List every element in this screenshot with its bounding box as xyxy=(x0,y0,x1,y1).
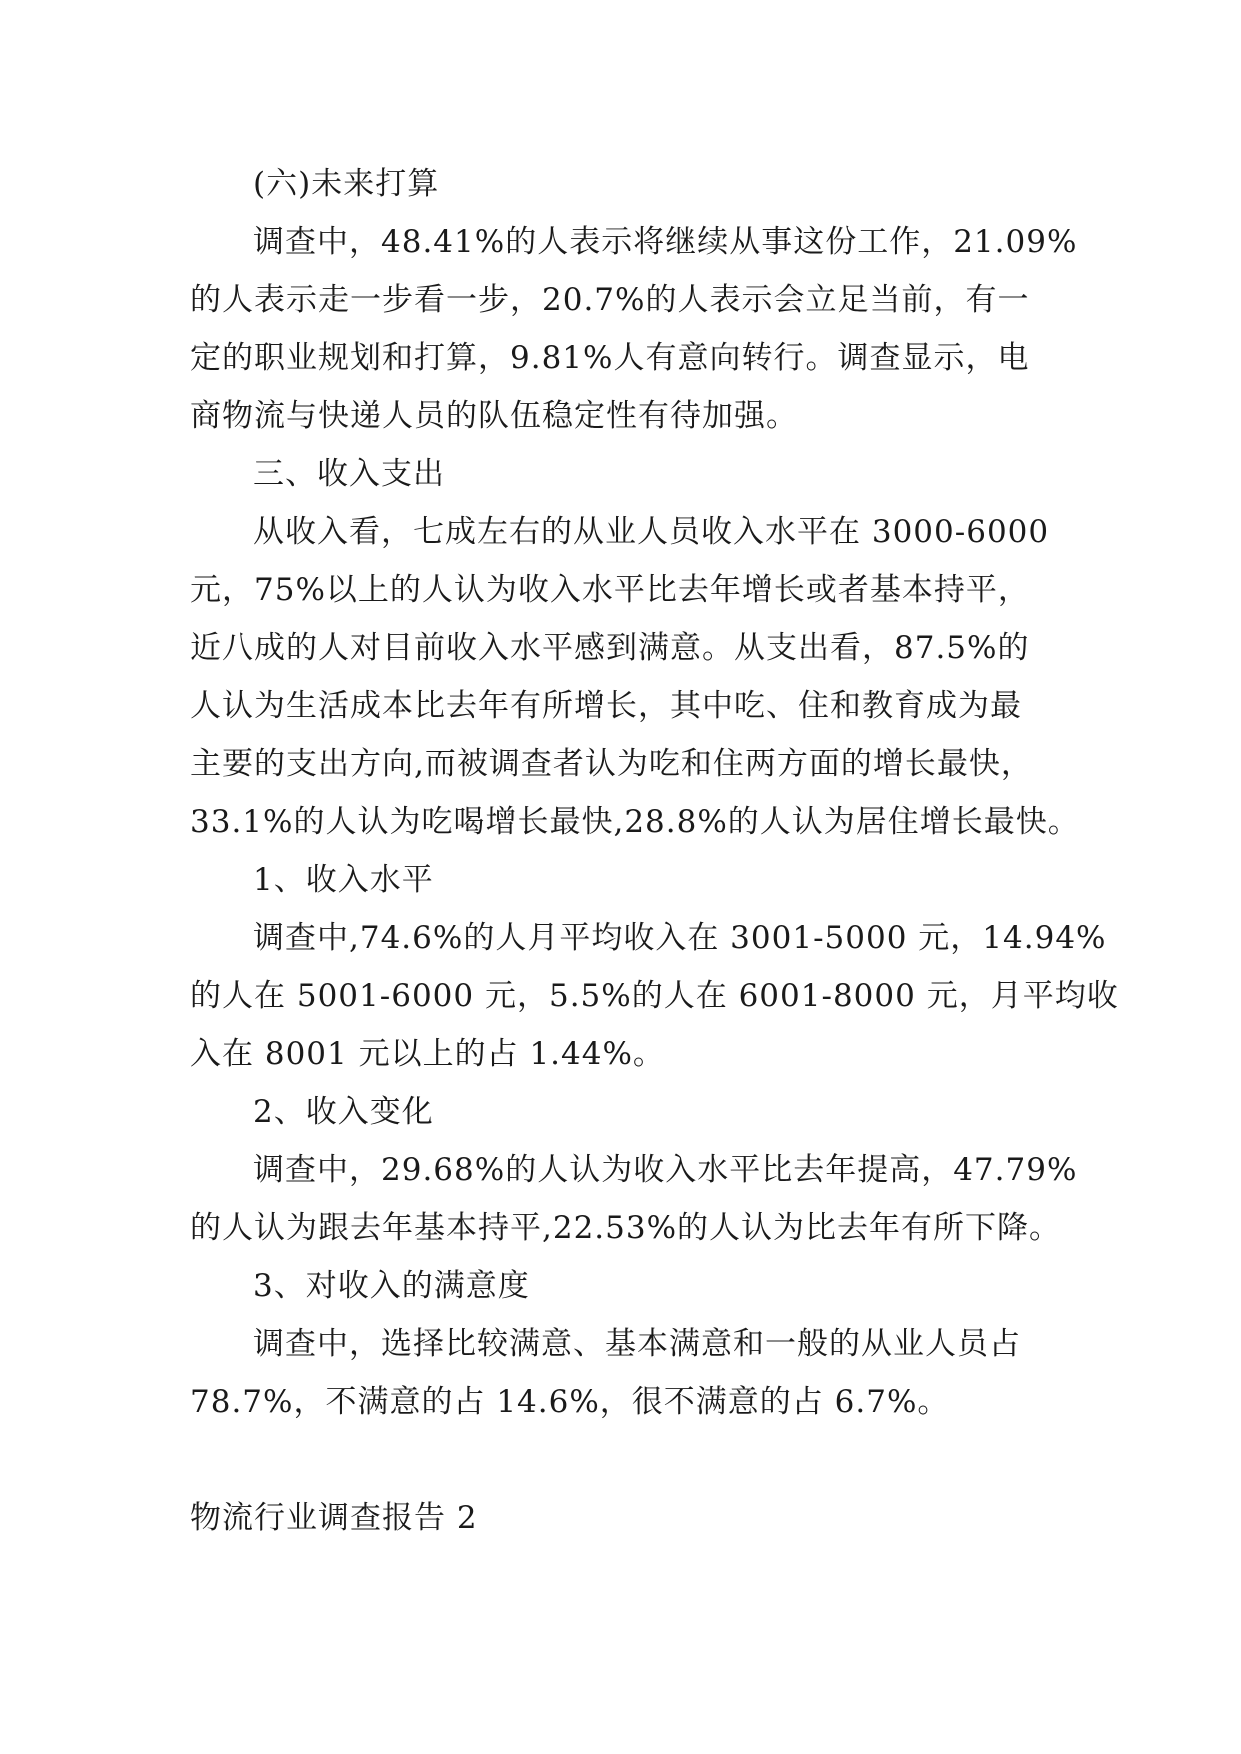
paragraph-line: 的人表示走一步看一步，20.7%的人表示会立足当前，有一 xyxy=(190,282,1030,318)
paragraph-line: 商物流与快递人员的队伍稳定性有待加强。 xyxy=(190,398,798,434)
paragraph-line: 调查中，48.41%的人表示将继续从事这份工作，21.09% xyxy=(253,224,1078,260)
section-heading-income-expenditure: 三、收入支出 xyxy=(253,456,445,492)
paragraph-line: 主要的支出方向,而被调查者认为吃和住两方面的增长最快， xyxy=(190,746,1033,782)
paragraph-line: 定的职业规划和打算，9.81%人有意向转行。调查显示，电 xyxy=(190,340,1030,376)
section-heading-future-plans: (六)未来打算 xyxy=(253,166,440,202)
paragraph-line: 调查中,74.6%的人月平均收入在 3001-5000 元，14.94% xyxy=(253,920,1107,956)
subsection-heading-income-change: 2、收入变化 xyxy=(253,1094,434,1130)
paragraph-line: 调查中，29.68%的人认为收入水平比去年提高，47.79% xyxy=(253,1152,1078,1188)
paragraph-line: 33.1%的人认为吃喝增长最快,28.8%的人认为居住增长最快。 xyxy=(190,804,1080,840)
subsection-heading-income-level: 1、收入水平 xyxy=(253,862,434,898)
paragraph-line: 的人认为跟去年基本持平,22.53%的人认为比去年有所下降。 xyxy=(190,1210,1062,1246)
report-title: 物流行业调查报告 2 xyxy=(190,1500,478,1536)
subsection-heading-income-satisfaction: 3、对收入的满意度 xyxy=(253,1268,530,1304)
paragraph-line: 近八成的人对目前收入水平感到满意。从支出看，87.5%的 xyxy=(190,630,1030,666)
paragraph-line: 从收入看，七成左右的从业人员收入水平在 3000-6000 xyxy=(253,514,1050,550)
paragraph-line: 78.7%，不满意的占 14.6%，很不满意的占 6.7%。 xyxy=(190,1384,950,1420)
paragraph-line: 的人在 5001-6000 元，5.5%的人在 6001-8000 元，月平均收 xyxy=(190,978,1119,1014)
paragraph-line: 人认为生活成本比去年有所增长，其中吃、住和教育成为最 xyxy=(190,688,1022,724)
paragraph-line: 调查中，选择比较满意、基本满意和一般的从业人员占 xyxy=(253,1326,1021,1362)
paragraph-line: 入在 8001 元以上的占 1.44%。 xyxy=(190,1036,665,1072)
paragraph-line: 元，75%以上的人认为收入水平比去年增长或者基本持平， xyxy=(190,572,1030,608)
